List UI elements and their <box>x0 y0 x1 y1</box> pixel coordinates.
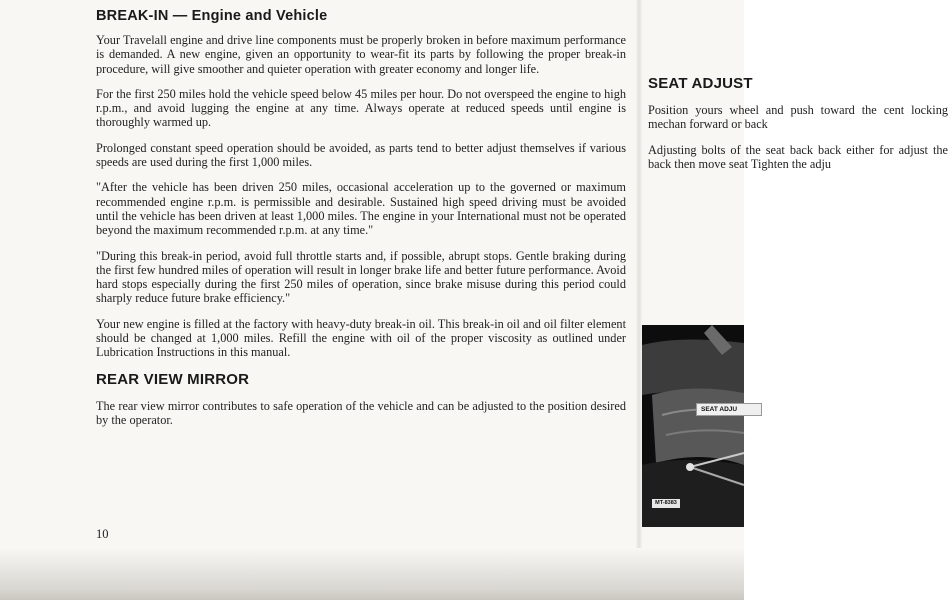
rear-view-mirror-heading: REAR VIEW MIRROR <box>96 370 250 388</box>
seat-adjust-heading: SEAT ADJUST <box>648 75 753 92</box>
page-number: 10 <box>96 527 109 541</box>
paragraph: The rear view mirror contributes to safe operation of the vehicle and can be adjusted to the position desired by the operator. <box>96 398 626 427</box>
paragraph: Your new engine is filled at the factory with heavy-duty break-in oil. This break-in oil and oil filter element should be changed at 1,000 miles. Refill the engine with oil of the proper viscosity as outlined under Lubrication Instructions in this manual. <box>96 316 626 360</box>
seat-adjust-photo-label: SEAT ADJU <box>696 403 762 416</box>
right-column <box>648 75 948 182</box>
paragraph: For the first 250 miles hold the vehicle speed below 45 miles per hour. Do not overspeed the engine to high r.p.m., and avoid lugging the engine at any time. Always operate at reduced speeds until engine is thoroughly warmed up. <box>96 86 626 130</box>
seat-adjustment-photo <box>642 325 744 527</box>
paragraph: Adjusting bolts of the seat back back either for adjust the back then move seat Tighten the adju <box>648 142 948 171</box>
paragraph: Your Travelall engine and drive line components must be properly broken in before maximum performance is demanded. A new engine, given an opportunity to wear-fit its parts by following the proper break-in procedure, will give smoother and quieter operation with greater economy and longer life. <box>96 33 626 76</box>
left-column <box>96 8 626 438</box>
paragraph: Prolonged constant speed operation should be avoided, as parts tend to better adjust themselves if various speeds are used during the first 1,000 miles. <box>96 140 626 170</box>
paragraph: "During this break-in period, avoid full throttle starts and, if possible, abrupt stops. Gentle braking during the first few hundred miles of operation will result in longer brake life and better future performance. Avoid hard stops especially during the first 250 miles of operation, since brake misuse during this period could sharply reduce future brake efficiency." <box>96 248 626 306</box>
break-in-heading: BREAK-IN — Engine and Vehicle <box>96 8 328 24</box>
paragraph: "After the vehicle has been driven 250 miles, occasional acceleration up to the governed or maximum recommended engine r.p.m. is permissible and desirable. Sustained high speed driving must be avoided until the vehicle has been driven at least 1,000 miles. The engine in your International must not be operated beyond the maximum recommended r.p.m. at any time." <box>96 180 626 238</box>
page-bottom-edge <box>0 548 744 600</box>
paragraph: Position yours wheel and push toward the cent locking mechan forward or back <box>648 103 948 132</box>
photo-code-label: MT-8383 <box>652 499 680 508</box>
